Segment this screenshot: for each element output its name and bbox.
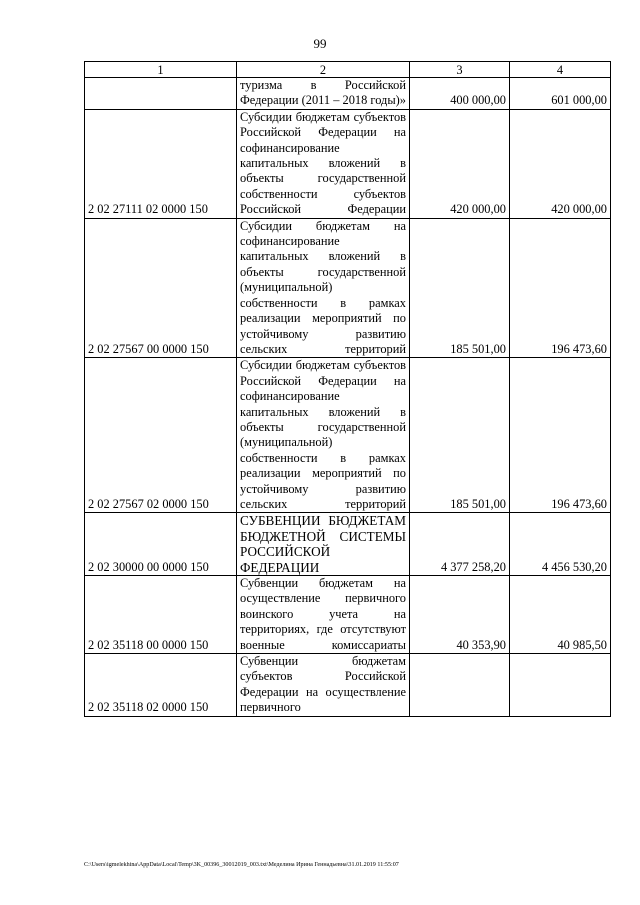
table-row (85, 109, 611, 218)
item-name-cell: СУБВЕНЦИИ БЮДЖЕТАМ БЮДЖЕТНОЙ СИСТЕМЫ РОССИЙСКОЙ ФЕДЕРАЦИИ (237, 513, 410, 576)
budget-code-cell: 2 02 27567 02 0000 150 (85, 358, 237, 513)
column-header-1: 1 (85, 62, 237, 78)
amount-col4-cell: 196 473,60 (510, 218, 611, 358)
item-name-cell: Субсидии бюджетам субъектов Российской Федерации на софинансирование капитальных вложений в объекты государственной собственности субъектов Российской Федерации (237, 109, 410, 218)
budget-code-cell (85, 78, 237, 110)
table-row (85, 576, 611, 654)
table-row (85, 218, 611, 358)
amount-col3-cell: 185 501,00 (410, 358, 510, 513)
budget-table (84, 61, 611, 717)
amount-col4-cell: 40 985,50 (510, 576, 611, 654)
amount-col4-cell (510, 654, 611, 717)
table-row (85, 654, 611, 717)
amount-col3-cell: 400 000,00 (410, 78, 510, 110)
budget-code-cell: 2 02 27567 00 0000 150 (85, 218, 237, 358)
item-name-cell: Субсидии бюджетам субъектов Российской Федерации на софинансирование капитальных вложений в объекты государственной (муниципальной) собственности в рамках реализации мероприятий по устойчивому развитию сельских территорий (237, 358, 410, 513)
item-name-cell: Субвенции бюджетам на осуществление первичного воинского учета на территориях, где отсутствуют военные комиссариаты (237, 576, 410, 654)
budget-code-cell: 2 02 27111 02 0000 150 (85, 109, 237, 218)
table-row (85, 358, 611, 513)
item-name-cell: Субсидии бюджетам на софинансирование капитальных вложений в объекты государственной (муниципальной) собственности в рамках реализации мероприятий по устойчивому развитию сельских территорий (237, 218, 410, 358)
amount-col4-cell: 601 000,00 (510, 78, 611, 110)
item-name-cell: туризма в Российской Федерации (2011 – 2018 годы)» (237, 78, 410, 110)
table-header-row (85, 62, 611, 78)
amount-col3-cell: 40 353,90 (410, 576, 510, 654)
page-number: 99 (313, 36, 327, 51)
table-row (85, 513, 611, 576)
file-path-footer: C:\Users\igmelekhina\AppData\Local\Temp\3K_00396_30012019_003.txt\Меделина Ирина Геннадьевна\31.01.2019 11:55:07 (84, 862, 399, 868)
amount-col3-cell: 420 000,00 (410, 109, 510, 218)
amount-col4-cell: 4 456 530,20 (510, 513, 611, 576)
budget-code-cell: 2 02 30000 00 0000 150 (85, 513, 237, 576)
column-header-3: 3 (410, 62, 510, 78)
table-row (85, 78, 611, 110)
amount-col3-cell (410, 654, 510, 717)
amount-col4-cell: 420 000,00 (510, 109, 611, 218)
amount-col3-cell: 185 501,00 (410, 218, 510, 358)
column-header-2: 2 (237, 62, 410, 78)
amount-col4-cell: 196 473,60 (510, 358, 611, 513)
budget-code-cell: 2 02 35118 02 0000 150 (85, 654, 237, 717)
column-header-4: 4 (510, 62, 611, 78)
amount-col3-cell: 4 377 258,20 (410, 513, 510, 576)
budget-code-cell: 2 02 35118 00 0000 150 (85, 576, 237, 654)
item-name-cell: Субвенции бюджетам субъектов Российской Федерации на осуществление первичного (237, 654, 410, 717)
